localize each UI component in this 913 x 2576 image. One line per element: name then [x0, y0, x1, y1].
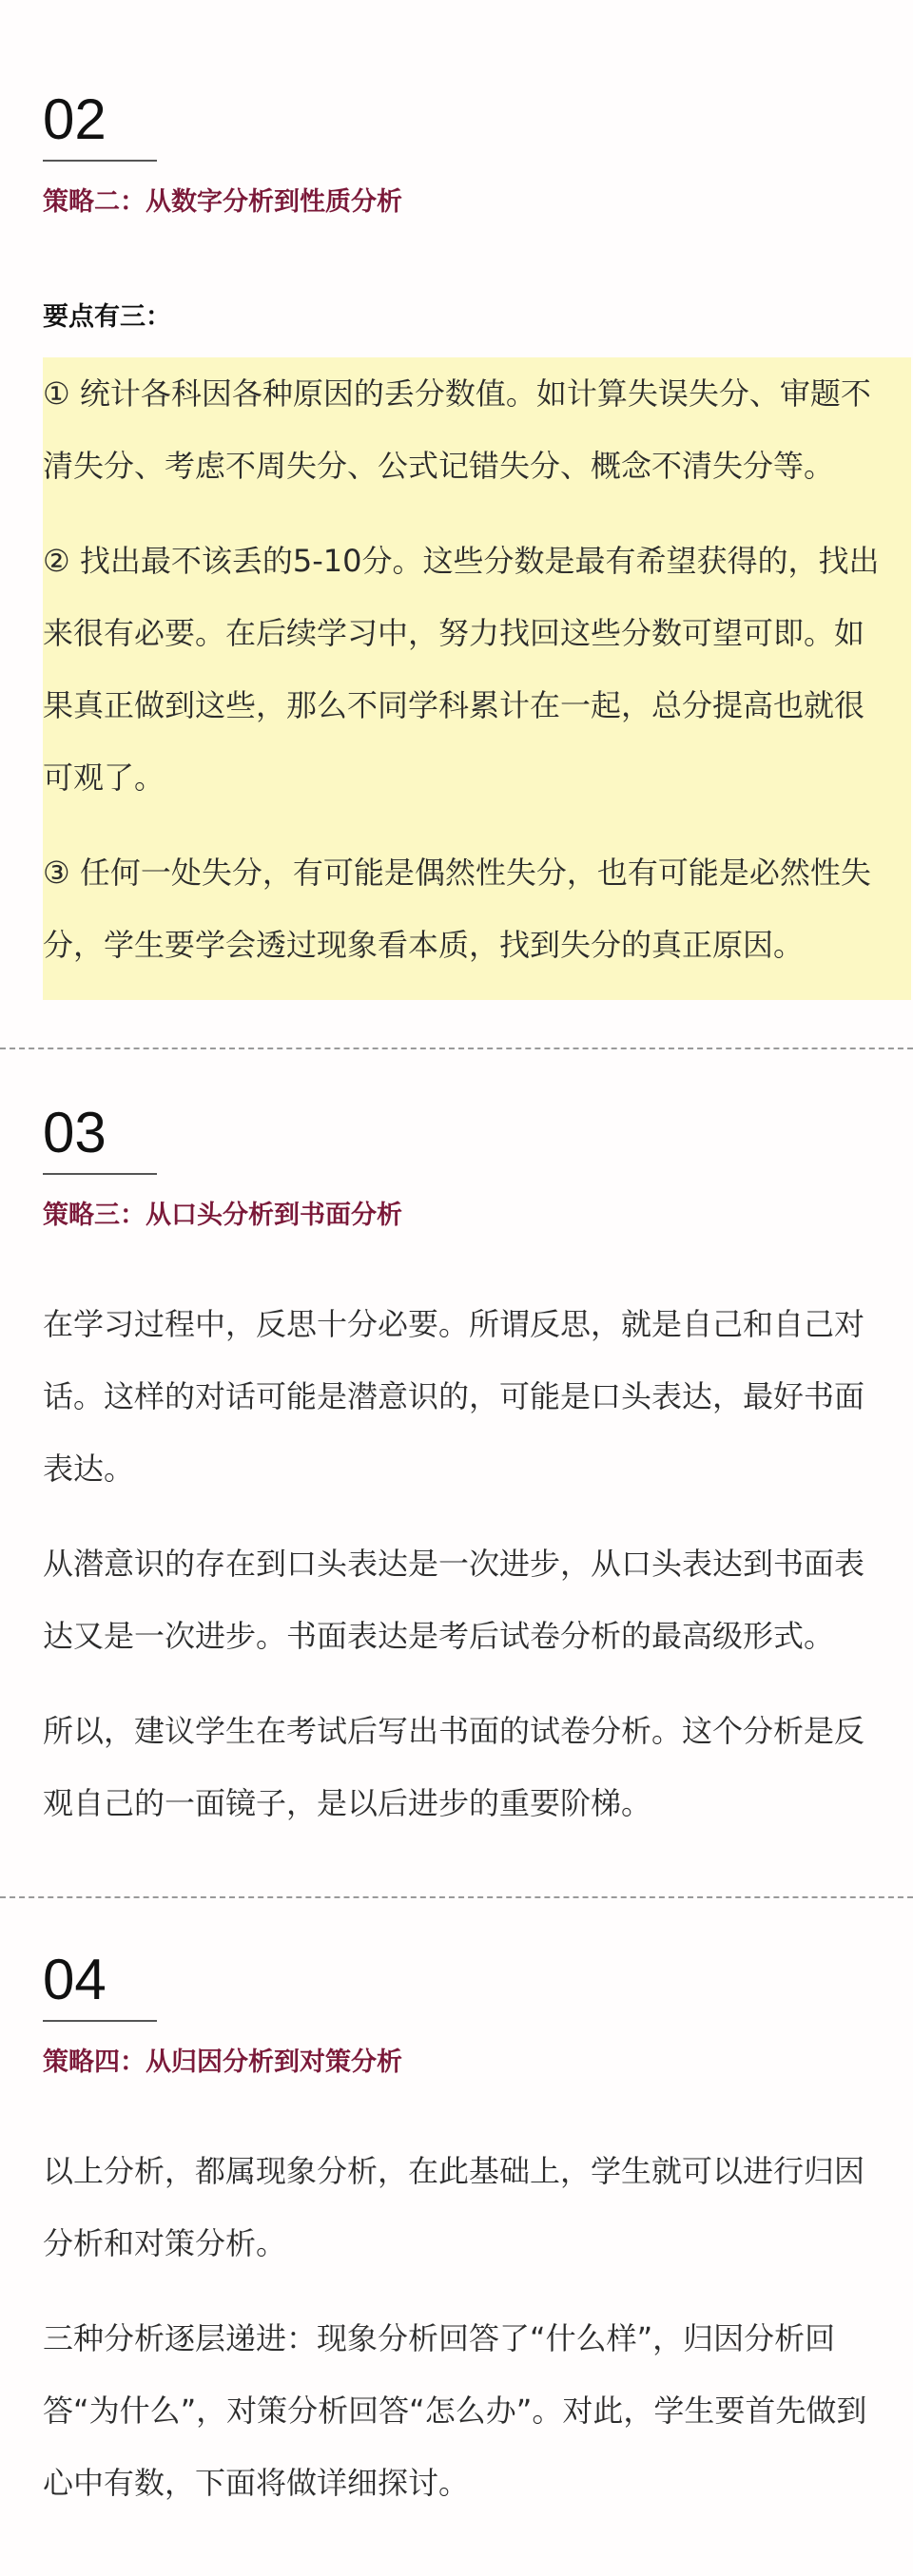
body-paragraph: 以上分析，都属现象分析，在此基础上，学生就可以进行归因分析和对策分析。 [43, 2153, 865, 2261]
section-divider [43, 1173, 157, 1175]
body-paragraph: 三种分析逐层递进：现象分析回答了“什么样”，归因分析回答“为什么”，对策分析回答“怎么办”。对此，学生要首先做到心中有数，下面将做详细探讨。 [43, 2320, 867, 2501]
section-number: 02 [43, 87, 107, 151]
strategy-title: 策略二：从数字分析到性质分析 [43, 187, 402, 217]
section-number: 04 [43, 1948, 107, 2011]
section-divider [43, 2020, 157, 2022]
section-04 [0, 1898, 913, 2576]
key-point-item: ① 统计各科因各种原因的丢分数值。如计算失误失分、审题不清失分、考虑不周失分、公式记错失分、概念不清失分等。 [43, 375, 871, 484]
section-number: 03 [43, 1101, 107, 1164]
key-point-item: ③ 任何一处失分，有可能是偶然性失分，也有可能是必然性失分，学生要学会透过现象看本质，找到失分的真正原因。 [43, 855, 871, 963]
section-02 [0, 0, 913, 1048]
body-paragraph: 在学习过程中，反思十分必要。所谓反思，就是自己和自己对话。这样的对话可能是潜意识的，可能是口头表达，最好书面表达。 [43, 1306, 865, 1487]
body-paragraph: 从潜意识的存在到口头表达是一次进步，从口头表达到书面表达又是一次进步。书面表达是考后试卷分析的最高级形式。 [43, 1546, 865, 1654]
strategy-title: 策略三：从口头分析到书面分析 [43, 1201, 402, 1230]
section-body [43, 2135, 913, 2519]
strategy-title: 策略四：从归因分析到对策分析 [43, 2047, 402, 2077]
key-point-item: ② 找出最不该丢的5-10分。这些分数是最有希望获得的，找出来很有必要。在后续学习中，努力找回这些分数可望可即。如果真正做到这些，那么不同学科累计在一起，总分提高也就很可观了。 [43, 543, 880, 796]
section-03 [0, 1049, 913, 1896]
highlight-box [43, 357, 911, 1000]
key-points-heading: 要点有三： [43, 302, 171, 332]
section-body [43, 1288, 913, 1839]
section-divider [43, 160, 157, 162]
body-paragraph: 所以，建议学生在考试后写出书面的试卷分析。这个分析是反观自己的一面镜子，是以后进步的重要阶梯。 [43, 1713, 865, 1821]
